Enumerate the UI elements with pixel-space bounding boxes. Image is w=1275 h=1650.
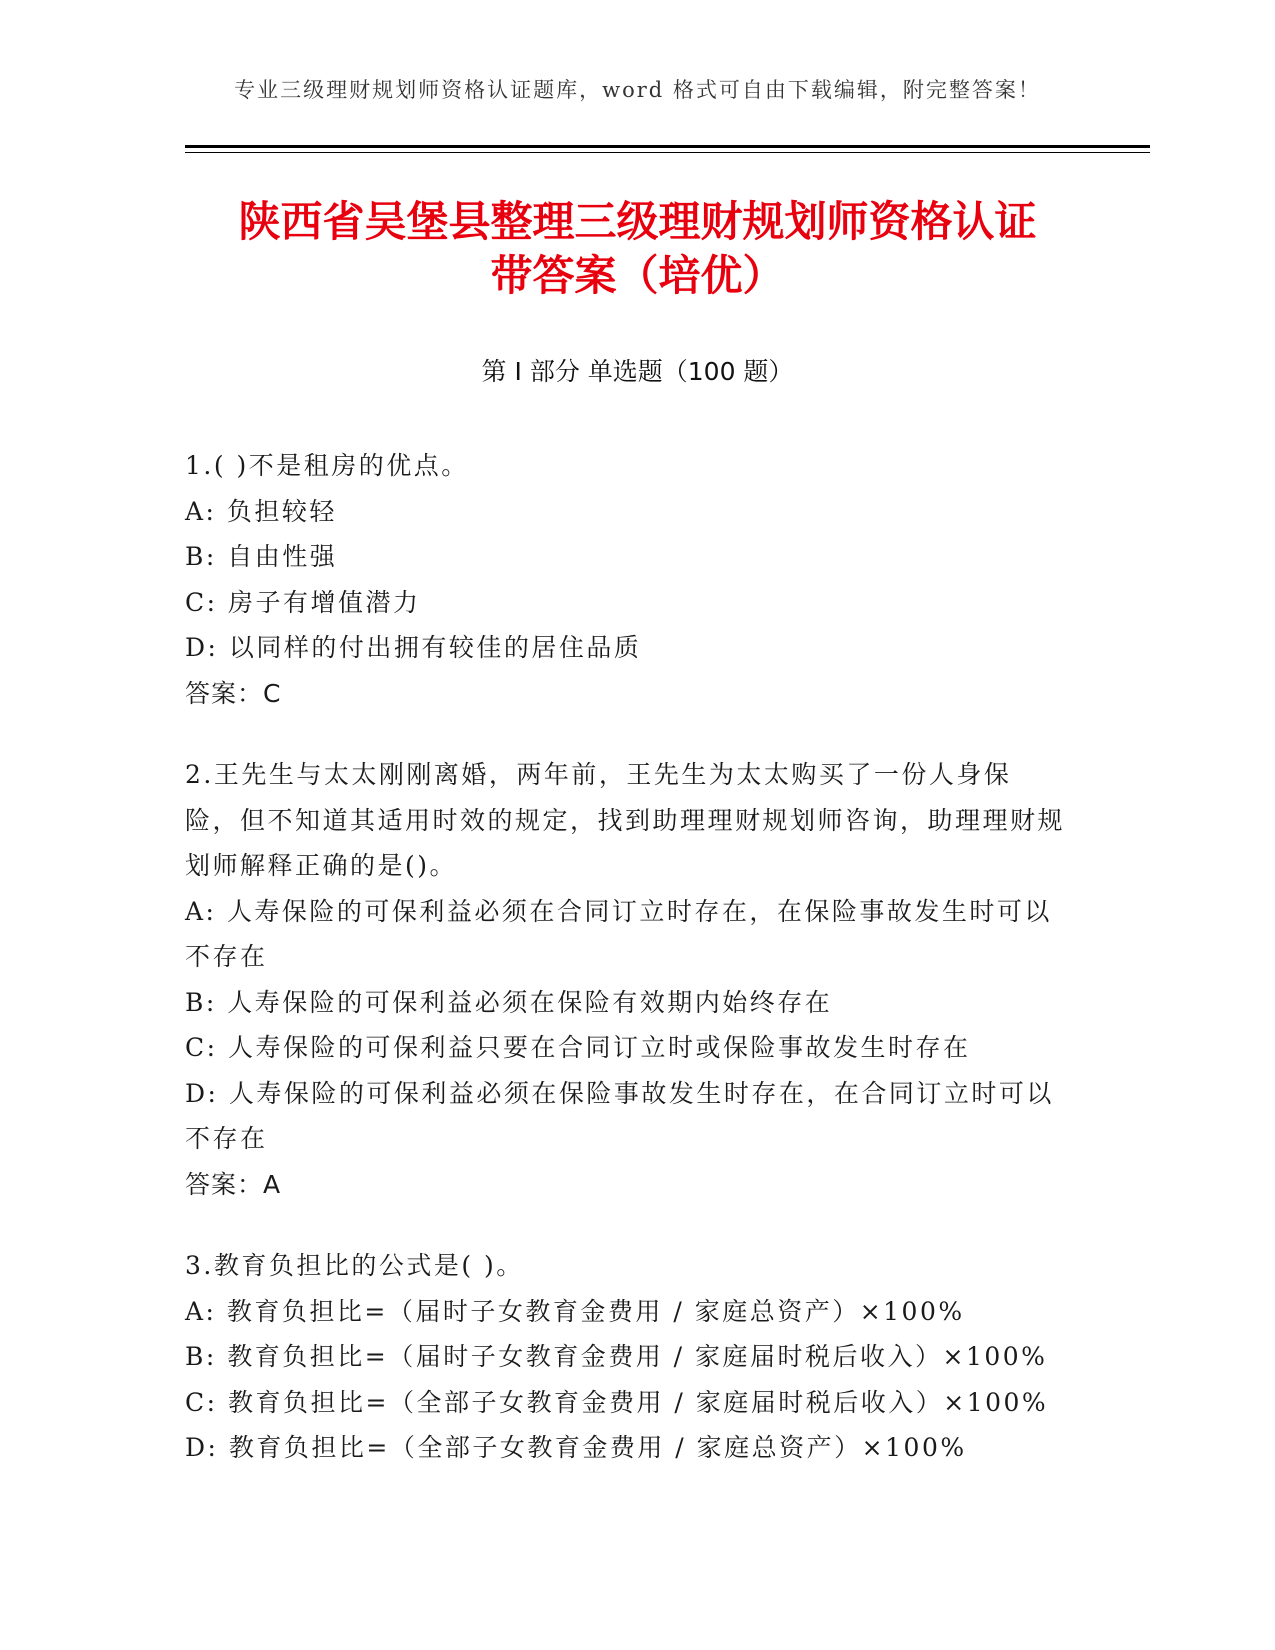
option-d: D: 以同样的付出拥有较佳的居住品质 [185, 633, 642, 662]
option-b: B: 教育负担比=（届时子女教育金费用 / 家庭届时税后收入）×100% [185, 1342, 1048, 1371]
header-rule-thick [185, 145, 1150, 148]
section-title: 第 I 部分 单选题（100 题） [481, 357, 794, 386]
option-a: A: 教育负担比=（届时子女教育金费用 / 家庭总资产）×100% [185, 1296, 965, 1326]
option-c: C: 教育负担比=（全部子女教育金费用 / 家庭届时税后收入）×100% [185, 1387, 1049, 1417]
question-list [185, 443, 1065, 1507]
document-title-line-1: 陕西省吴堡县整理三级理财规划师资格认证 [238, 197, 1037, 246]
question-stem: 1.( )不是租房的优点。 [185, 451, 469, 480]
option-b: B: 自由性强 [185, 542, 338, 571]
question-stem: 3.教育负担比的公式是( )。 [185, 1251, 524, 1280]
answer: 答案：C [185, 678, 282, 708]
option-d: D: 人寿保险的可保利益必须在保险事故发生时存在，在合同订立时可以不存在 [185, 1078, 1054, 1153]
option-d: D: 教育负担比=（全部子女教育金费用 / 家庭总资产）×100% [185, 1433, 967, 1462]
question-stem: 2.王先生与太太刚刚离婚，两年前，王先生为太太购买了一份人身保险，但不知道其适用时效的规定，找到助理理财规划师咨询，助理理财规划师解释正确的是()。 [185, 760, 1066, 880]
question-1 [185, 443, 1065, 716]
answer: 答案：A [185, 1169, 282, 1199]
question-2 [185, 752, 1065, 1207]
option-c: C: 房子有增值潜力 [185, 587, 421, 617]
question-3 [185, 1243, 1065, 1471]
header-rule-thin [185, 152, 1150, 153]
document-title-line-2: 带答案（培优） [490, 251, 785, 300]
option-b: B: 人寿保险的可保利益必须在保险有效期内始终存在 [185, 987, 833, 1017]
document-title [185, 195, 1090, 303]
option-c: C: 人寿保险的可保利益只要在合同订立时或保险事故发生时存在 [185, 1033, 971, 1062]
option-a: A: 人寿保险的可保利益必须在合同订立时存在，在保险事故发生时可以不存在 [185, 896, 1052, 971]
header-note: 专业三级理财规划师资格认证题库，word 格式可自由下载编辑，附完整答案！ [234, 78, 1041, 102]
option-a: A: 负担较轻 [185, 496, 337, 526]
